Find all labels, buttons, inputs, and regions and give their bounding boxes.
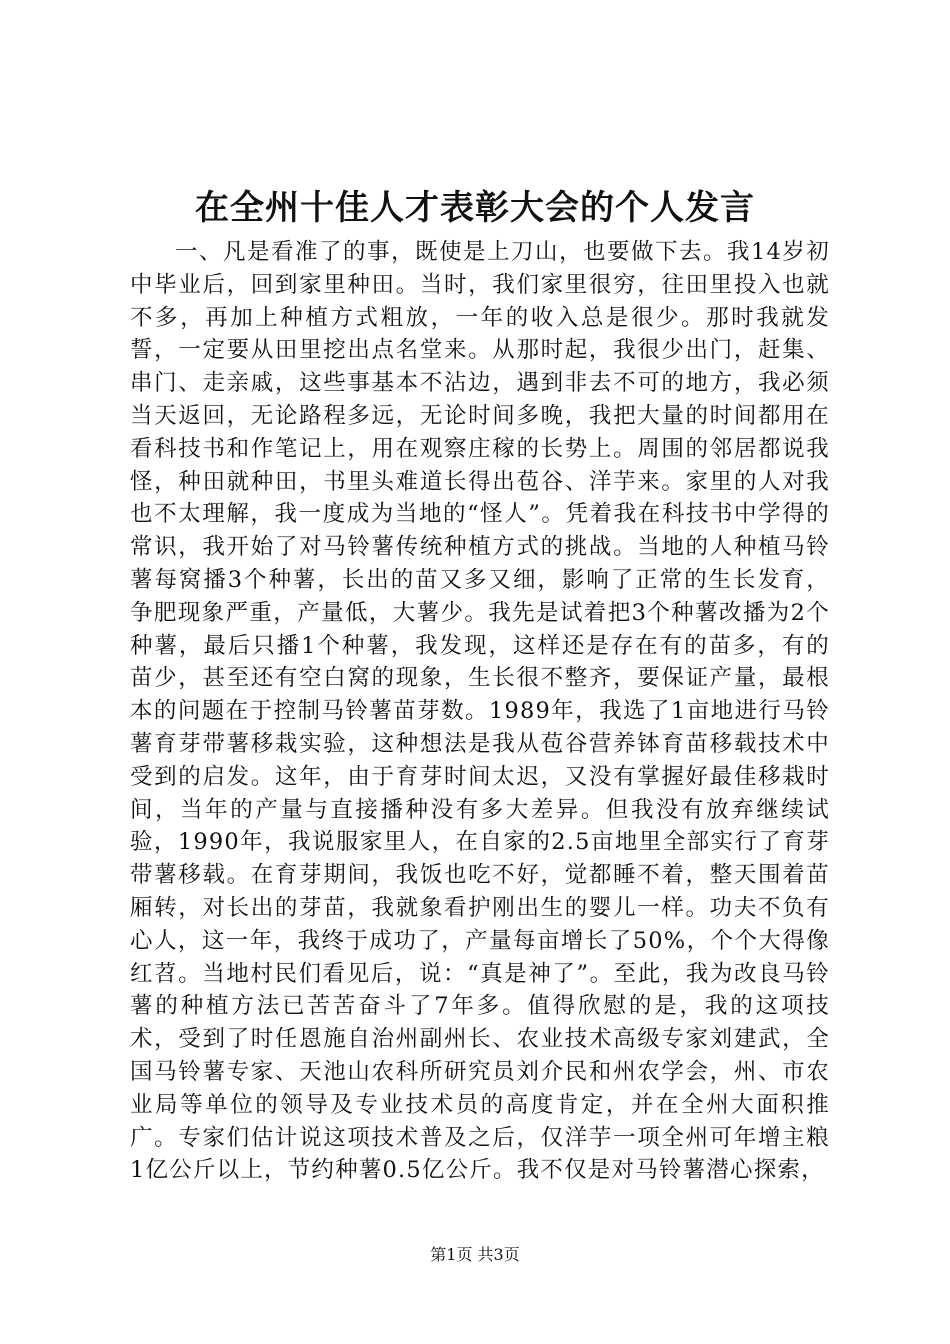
page-number: 第1页 共3页: [430, 1245, 520, 1264]
body-paragraph: 一、凡是看准了的事，既使是上刀山，也要做下去。我14岁初中毕业后，回到家里种田。当时，我们家里很穷，往田里投入也就不多，再加上种植方式粗放，一年的收入总是很少。那时我就发誓，一定要从田里挖出点名堂来。从那时起，我很少出门，赶集、串门、走亲戚，这些事基本不沾边，遇到非去不可的地方，我必须当天返回，无论路程多远，无论时间多晚，我把大量的时间都用在看科技书和作笔记上，用在观察庄稼的长势上。周围的邻居都说我怪，种田就种田，书里头难道长得出苞谷、洋芋来。家里的人对我也不太理解，我一度成为当地的“怪人”。凭着我在科技书中学得的常识，我开始了对马铃薯传统种植方式的挑战。当地的人种植马铃薯每窝播3个种薯，长出的苗又多又细，影响了正常的生长发育，争肥现象严重，产量低，大薯少。我先是试着把3个种薯改播为2个种薯，最后只播1个种薯，我发现，这样还是存在有的苗多，有的苗少，甚至还有空白窝的现象，生长很不整齐，要保证产量，最根本的问题在于控制马铃薯苗芽数。1989年，我选了1亩地进行马铃薯育芽带薯移栽实验，这种想法是我从苞谷营养钵育苗移载技术中受到的启发。这年，由于育芽时间太迟，又没有掌握好最佳移栽时间，当年的产量与直接播种没有多大差异。但我没有放弃继续试验，1990年，我说服家里人，在自家的2.5亩地里全部实行了育芽带薯移载。在育芽期间，我饭也吃不好，觉都睡不着，整天围着苗厢转，对长出的芽苗，我就象看护刚出生的婴儿一样。功夫不负有心人，这一年，我终于成功了，产量每亩增长了50%，个个大得像红苕。当地村民们看见后，说：“真是神了”。至此，我为改良马铃薯的种植方法已苦苦奋斗了7年多。值得欣慰的是，我的这项技术，受到了时任恩施自治州副州长、农业技术高级专家刘建武，全国马铃薯专家、天池山农科所研究员刘介民和州农学会，州、市农业局等单位的领导及专业技术员的高度肯定，并在全州大面积推广。专家们估计说这项技术普及之后，仅洋芋一项全州可年增主粮1亿公斤以上，节约种薯0.5亿公斤。我不仅是对马铃薯潜心探索，: [130, 239, 830, 1184]
document-title: 在全州十佳人才表彰大会的个人发言: [195, 188, 755, 228]
